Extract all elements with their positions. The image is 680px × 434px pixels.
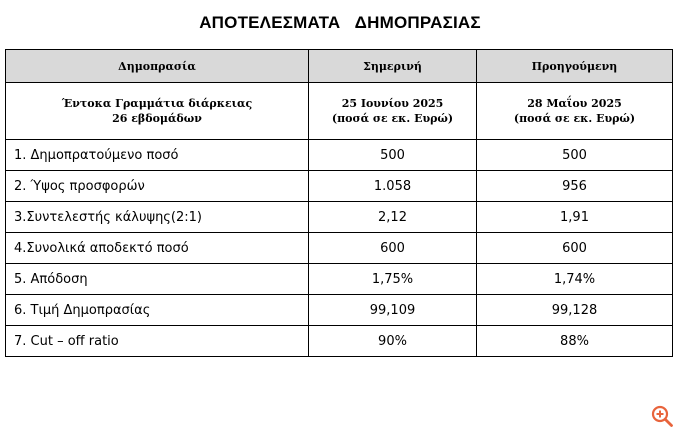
row-current-value: 2,12 [309,202,477,233]
row-previous-value: 600 [477,233,673,264]
previous-unit: (ποσά σε εκ. Ευρώ) [513,112,636,125]
current-date: 25 Ιουνίου 2025 [341,97,444,110]
header-current: Σημερινή [309,50,477,83]
row-current-value: 99,109 [309,295,477,326]
current-date-cell [309,83,477,140]
table-row [6,171,673,202]
row-label: 4.Συνολικά αποδεκτό ποσό [6,233,309,264]
row-previous-value: 99,128 [477,295,673,326]
row-previous-value: 88% [477,326,673,357]
table-row [6,295,673,326]
table-row [6,264,673,295]
instrument-cell [6,83,309,140]
row-current-value: 600 [309,233,477,264]
row-label: 7. Cut – off ratio [6,326,309,357]
instrument-name: Έντοκα Γραμμάτια διάρκειας [61,97,253,110]
header-previous: Προηγούμενη [477,50,673,83]
page-title: ΑΠΟΤΕΛΕΣΜΑΤΑ ΔΗΜΟΠΡΑΣΙΑΣ [199,13,481,32]
row-previous-value: 1,91 [477,202,673,233]
table-row [6,202,673,233]
zoom-in-icon-graphic [650,404,674,428]
row-current-value: 1.058 [309,171,477,202]
row-label: 1. Δημοπρατούμενο ποσό [6,140,309,171]
row-label: 5. Απόδοση [6,264,309,295]
auction-results-table [5,49,673,357]
table-row [6,326,673,357]
row-current-value: 90% [309,326,477,357]
current-unit: (ποσά σε εκ. Ευρώ) [331,112,454,125]
row-label: 3.Συντελεστής κάλυψης(2:1) [6,202,309,233]
row-current-value: 1,75% [309,264,477,295]
row-previous-value: 956 [477,171,673,202]
table-header-row [6,50,673,83]
table-row [6,233,673,264]
previous-date: 28 Μαΐου 2025 [527,97,622,110]
header-auction: Δημοπρασία [6,50,309,83]
table-row [6,140,673,171]
row-label: 2. Ύψος προσφορών [6,171,309,202]
row-previous-value: 1,74% [477,264,673,295]
row-label: 6. Τιμή Δημοπρασίας [6,295,309,326]
row-current-value: 500 [309,140,477,171]
zoom-in-icon[interactable] [650,404,674,428]
instrument-duration: 26 εβδομάδων [112,112,202,125]
row-previous-value: 500 [477,140,673,171]
previous-date-cell [477,83,673,140]
table-subheader-row [6,83,673,140]
